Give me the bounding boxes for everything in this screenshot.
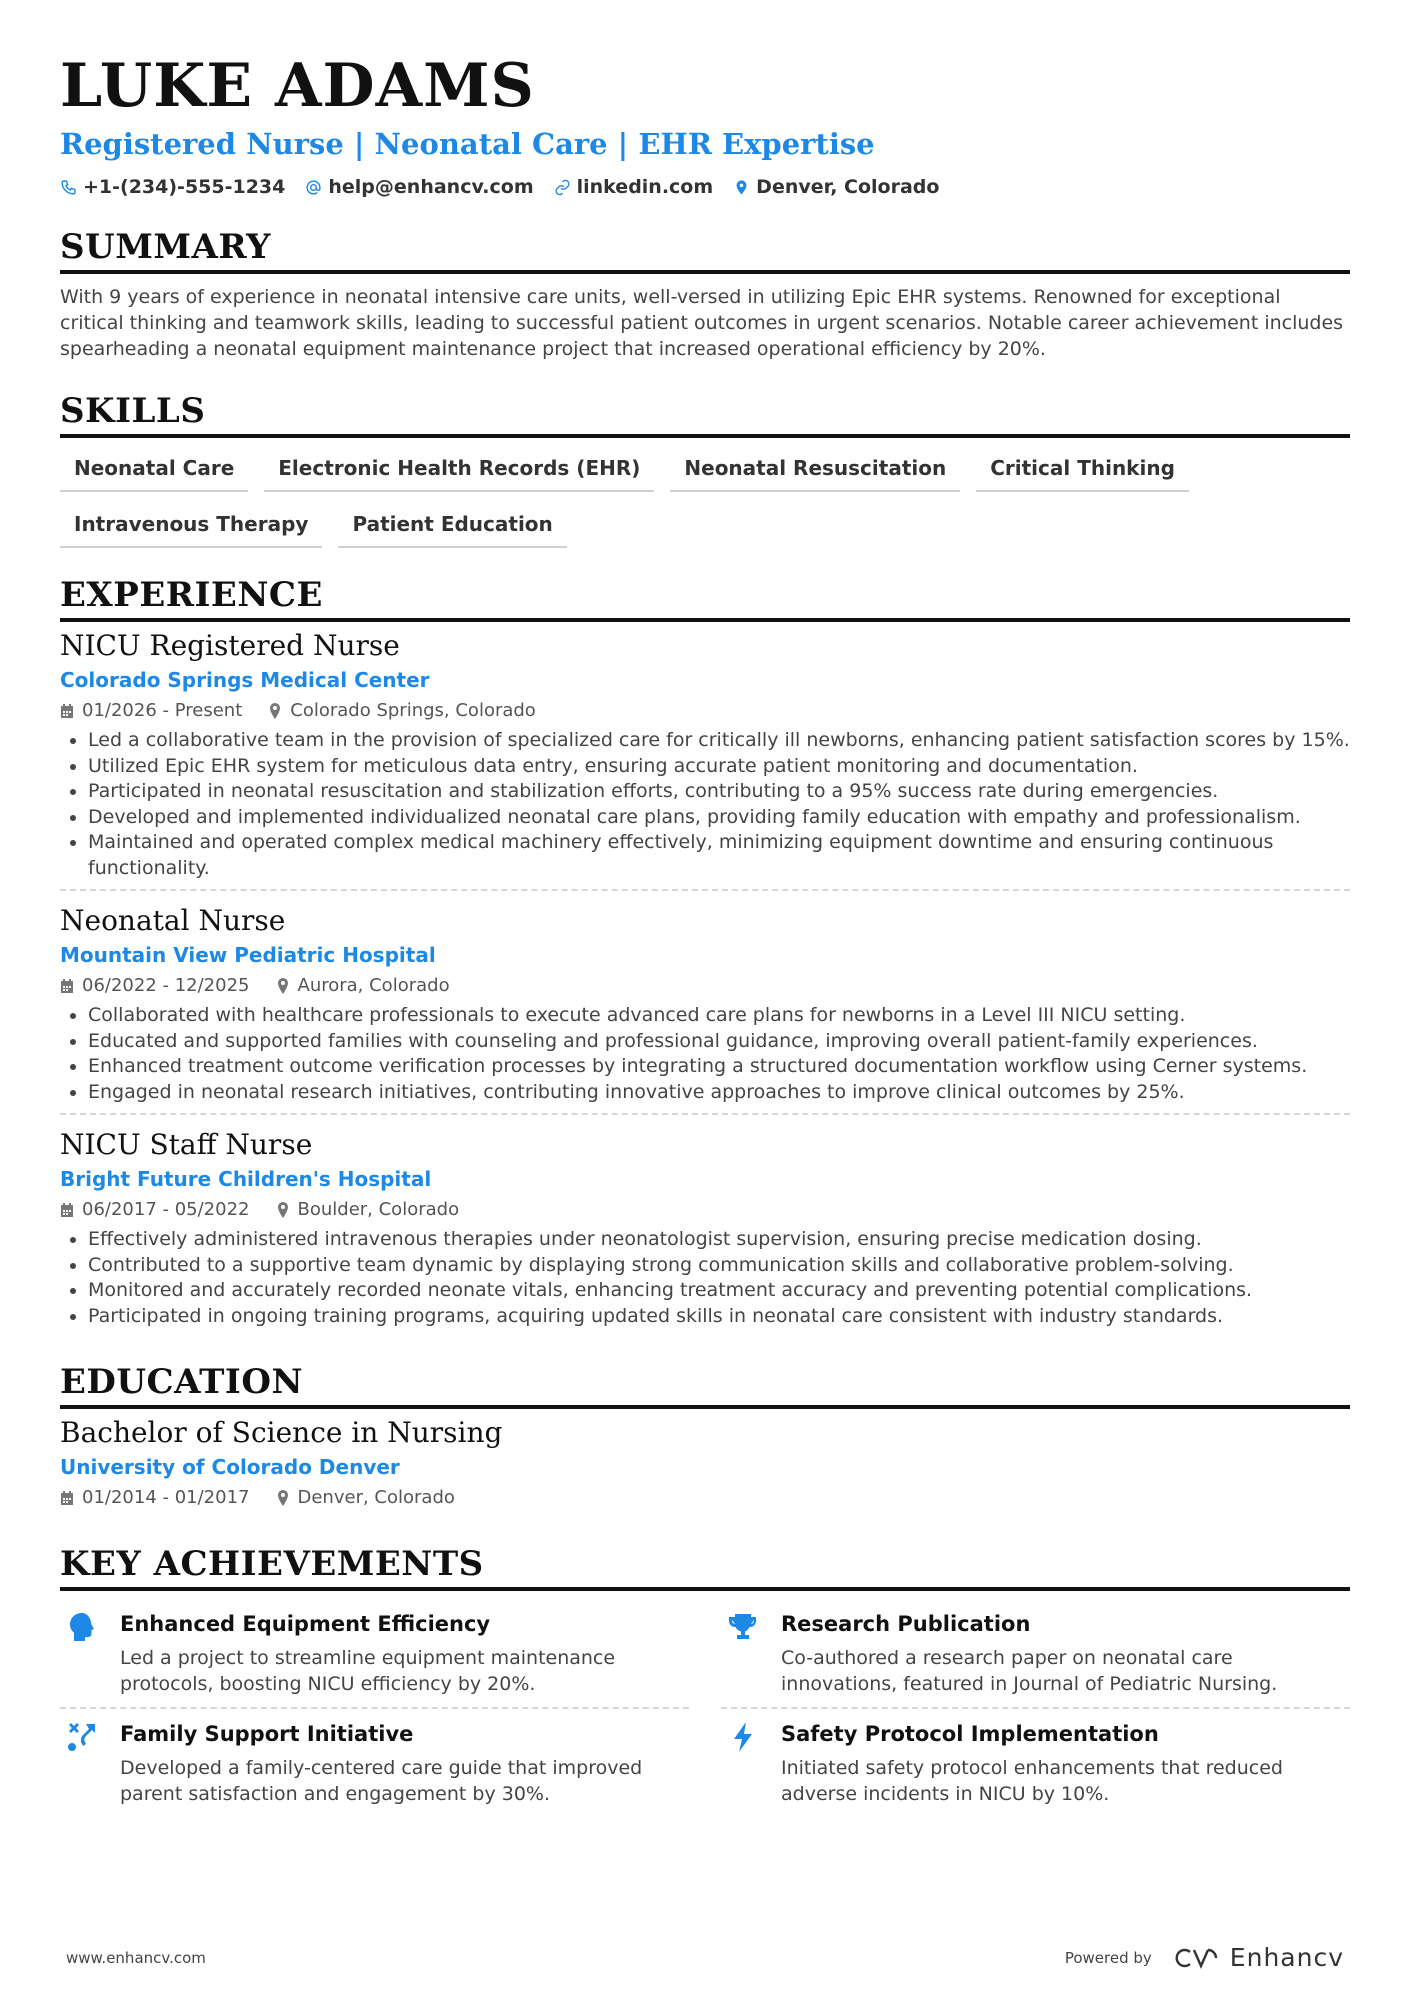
contact-email-text: help@enhancv.com — [328, 176, 534, 198]
route-icon — [66, 1721, 98, 1753]
contact-location — [733, 176, 939, 198]
job-meta — [60, 698, 1350, 724]
experience-title: EXPERIENCE — [60, 574, 1350, 622]
job-entry — [60, 889, 1350, 1113]
achievement-desc: Initiated safety protocol enhancements that reduced adverse incidents in NICU by 10%. — [781, 1757, 1283, 1805]
job-title: NICU Registered Nurse — [60, 629, 400, 662]
summary-section — [60, 226, 1350, 362]
school-name: University of Colorado Denver — [60, 1455, 400, 1479]
powered-by — [1065, 1943, 1344, 1972]
company-name: Bright Future Children's Hospital — [60, 1167, 432, 1191]
skills-title: SKILLS — [60, 390, 1350, 438]
job-bullet: • Enhanced treatment outcome verification processes by integrating a structured documentation workflow using Cerner systems. — [88, 1054, 1350, 1080]
achievement-title: Enhanced Equipment Efficiency — [120, 1612, 491, 1636]
calendar-icon — [60, 1490, 74, 1506]
summary-title: SUMMARY — [60, 226, 1350, 274]
calendar-icon — [60, 1202, 74, 1218]
calendar-icon — [60, 703, 74, 719]
job-meta — [60, 973, 1350, 999]
job-bullet: • Participated in ongoing training programs, acquiring updated skills in neonatal care consistent with industry standards. — [88, 1304, 1350, 1330]
education-title: EDUCATION — [60, 1361, 1350, 1409]
education-dates-text: 01/2014 - 01/2017 — [82, 1487, 250, 1508]
experience-section — [60, 574, 1350, 1337]
job-bullet: • Led a collaborative team in the provision of specialized care for critically ill newborns, enhancing patient satisfaction scores by 15%. — [88, 728, 1350, 754]
summary-text: With 9 years of experience in neonatal intensive care units, well-versed in utilizing Epic EHR systems. Renowned for exceptional critical thinking and teamwork skills, leading to successful patient outcomes in urgent scenarios. Notable career achievement includes spearheading a neonatal equipment maintenance project that increased operational efficiency by 20%. — [60, 286, 1344, 360]
company-name: Colorado Springs Medical Center — [60, 668, 430, 692]
achievements-grid — [60, 1599, 1350, 1817]
enhancv-logo-icon — [1174, 1946, 1220, 1970]
skills-section — [60, 390, 1350, 548]
achievement-title: Family Support Initiative — [120, 1722, 414, 1746]
contact-phone[interactable] — [60, 176, 285, 198]
job-location-text: Aurora, Colorado — [297, 975, 450, 996]
job-title: Neonatal Nurse — [60, 904, 286, 937]
trophy-icon — [727, 1611, 759, 1643]
company-name: Mountain View Pediatric Hospital — [60, 943, 436, 967]
education-meta — [60, 1485, 1350, 1511]
job-entry — [60, 628, 1350, 889]
job-meta — [60, 1197, 1350, 1223]
contact-location-text: Denver, Colorado — [756, 176, 940, 198]
education-dates — [60, 1485, 250, 1511]
job-bullet: • Participated in neonatal resuscitation and stabilization efforts, contributing to a 95% success rate during emergencies. — [88, 779, 1350, 805]
job-bullets — [60, 728, 1350, 881]
skill-tag: Patient Education — [338, 506, 566, 548]
achievement-desc: Led a project to streamline equipment maintenance protocols, boosting NICU efficiency by 20%. — [120, 1647, 616, 1695]
location-pin-icon — [276, 1202, 290, 1218]
achievement-item — [60, 1709, 689, 1817]
contact-email[interactable] — [305, 176, 533, 198]
achievement-title: Research Publication — [781, 1612, 1031, 1636]
powered-by-label: Powered by — [1064, 1948, 1152, 1967]
skill-tag: Intravenous Therapy — [60, 506, 322, 548]
skill-tag: Electronic Health Records (EHR) — [264, 450, 654, 492]
job-location — [268, 698, 536, 724]
job-location-text: Colorado Springs, Colorado — [290, 700, 536, 721]
achievement-item — [721, 1709, 1350, 1817]
calendar-icon — [60, 978, 74, 994]
job-bullets — [60, 1003, 1350, 1105]
job-bullet: • Effectively administered intravenous therapies under neonatologist supervision, ensuring precise medication dosing. — [88, 1227, 1350, 1253]
link-icon — [554, 179, 571, 196]
contact-phone-text: +1-(234)-555-1234 — [83, 176, 286, 198]
contact-linkedin-text: linkedin.com — [576, 176, 714, 198]
achievement-desc: Co-authored a research paper on neonatal care innovations, featured in Journal of Pediatric Nursing. — [781, 1647, 1278, 1695]
job-dates — [60, 698, 242, 724]
job-dates — [60, 973, 250, 999]
skills-list — [60, 450, 1240, 548]
skill-tag: Neonatal Resuscitation — [670, 450, 960, 492]
job-bullet: • Engaged in neonatal research initiatives, contributing innovative approaches to improve clinical outcomes by 25%. — [88, 1080, 1350, 1106]
brand-logo[interactable] — [1174, 1943, 1344, 1972]
contact-bar — [60, 176, 1350, 198]
job-dates — [60, 1197, 250, 1223]
location-pin-icon — [268, 703, 282, 719]
location-pin-icon — [276, 1490, 290, 1506]
education-section — [60, 1361, 1350, 1511]
contact-linkedin[interactable] — [554, 176, 714, 198]
brand-name: Enhancv — [1229, 1943, 1344, 1972]
achievements-title: KEY ACHIEVEMENTS — [60, 1543, 1350, 1591]
job-bullet: • Collaborated with healthcare professionals to execute advanced care plans for newborns in a Level III NICU setting. — [88, 1003, 1350, 1029]
candidate-headline: Registered Nurse | Neonatal Care | EHR Expertise — [60, 127, 875, 161]
head-icon — [66, 1611, 98, 1643]
degree-title: Bachelor of Science in Nursing — [60, 1416, 503, 1449]
phone-icon — [60, 179, 77, 196]
job-location — [276, 973, 450, 999]
at-icon — [305, 179, 322, 196]
job-bullet: • Educated and supported families with counseling and professional guidance, improving overall patient-family experiences. — [88, 1029, 1350, 1055]
candidate-name: LUKE ADAMS — [60, 51, 535, 121]
bolt-icon — [727, 1721, 759, 1753]
achievement-item — [721, 1599, 1350, 1709]
job-dates-text: 06/2017 - 05/2022 — [82, 1199, 250, 1220]
job-dates-text: 06/2022 - 12/2025 — [82, 975, 250, 996]
job-location-text: Boulder, Colorado — [297, 1199, 460, 1220]
footer — [66, 1943, 1344, 1972]
job-location — [276, 1197, 460, 1223]
skill-tag: Critical Thinking — [976, 450, 1189, 492]
job-bullets — [60, 1227, 1350, 1329]
achievements-section — [60, 1543, 1350, 1817]
job-bullet: • Maintained and operated complex medical machinery effectively, minimizing equipment downtime and ensuring continuous functionality. — [88, 830, 1350, 881]
job-entry — [60, 1113, 1350, 1337]
education-location — [276, 1485, 455, 1511]
job-title: NICU Staff Nurse — [60, 1128, 313, 1161]
achievement-desc: Developed a family-centered care guide that improved parent satisfaction and engagement by 30%. — [120, 1757, 643, 1805]
location-pin-icon — [733, 179, 750, 196]
footer-website[interactable]: www.enhancv.com — [66, 1948, 206, 1967]
education-location-text: Denver, Colorado — [297, 1487, 455, 1508]
achievement-item — [60, 1599, 689, 1709]
job-bullet: • Monitored and accurately recorded neonate vitals, enhancing treatment accuracy and preventing potential complications. — [88, 1278, 1350, 1304]
skill-tag: Neonatal Care — [60, 450, 248, 492]
job-dates-text: 01/2026 - Present — [82, 700, 243, 721]
job-bullet: • Utilized Epic EHR system for meticulous data entry, ensuring accurate patient monitoring and documentation. — [88, 754, 1350, 780]
location-pin-icon — [276, 978, 290, 994]
job-bullet: • Developed and implemented individualized neonatal care plans, providing family education with empathy and professionalism. — [88, 805, 1350, 831]
achievement-title: Safety Protocol Implementation — [781, 1722, 1159, 1746]
job-bullet: • Contributed to a supportive team dynamic by displaying strong communication skills and collaborative problem-solving. — [88, 1253, 1350, 1279]
